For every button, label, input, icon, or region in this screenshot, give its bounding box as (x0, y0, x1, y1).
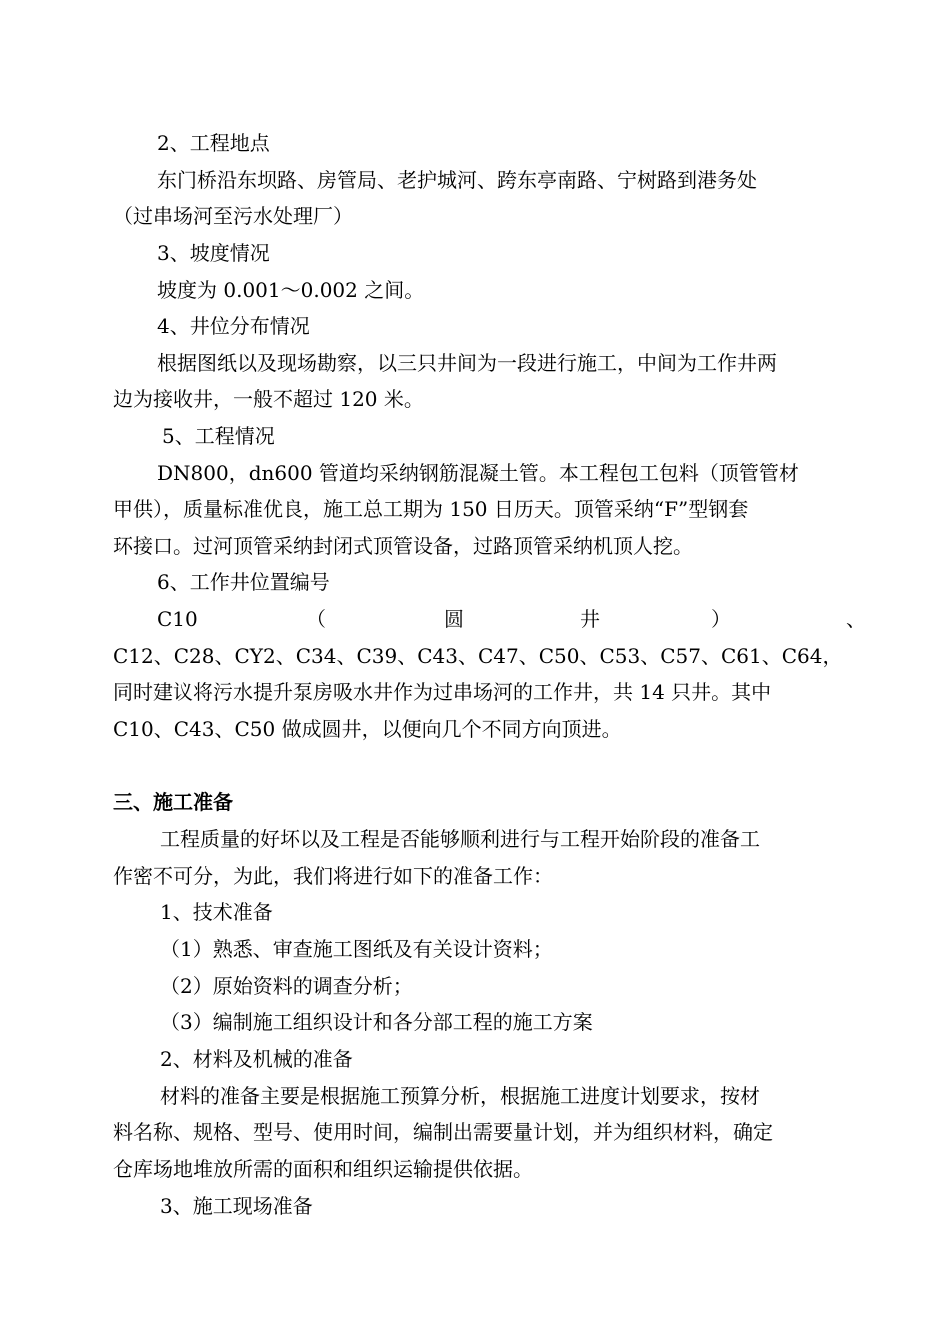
paragraph-line: C12、C28、CY2、C34、C39、C43、C47、C50、C53、C57、C61、C64， (113, 644, 843, 668)
list-item: （3）编制施工组织设计和各分部工程的施工方案 (160, 1010, 593, 1034)
paragraph-line: 作密不可分，为此，我们将进行如下的准备工作： (113, 864, 553, 888)
paragraph-line: 仓库场地堆放所需的面积和组织运输提供依据。 (113, 1157, 533, 1181)
paragraph-line: 料名称、规格、型号、使用时间，编制出需要量计划，并为组织材料，确定 (113, 1120, 773, 1144)
section-item-site-heading: 3、施工现场准备 (160, 1194, 313, 1218)
paragraph-line: 材料的准备主要是根据施工预算分析，根据施工进度计划要求，按材 (160, 1084, 760, 1108)
section-item-well-numbering-heading: 6、工作井位置编号 (157, 570, 330, 594)
justified-text-fragment: （ (306, 607, 326, 631)
section-item-well-distribution-heading: 4、井位分布情况 (157, 314, 310, 338)
list-item: （1）熟悉、审查施工图纸及有关设计资料； (160, 937, 553, 961)
justified-text-fragment: 、 (846, 607, 866, 631)
paragraph-line: 同时建议将污水提升泵房吸水井作为过串场河的工作井，共 14 只井。其中 (113, 680, 772, 704)
paragraph-line: （过串场河至污水处理厂） (113, 204, 353, 228)
paragraph-line: 甲供），质量标准优良，施工总工期为 150 日历天。顶管采纳“F”型钢套 (113, 497, 749, 521)
paragraph-line: 边为接收井，一般不超过 120 米。 (113, 387, 424, 411)
paragraph-line: DN800，dn600 管道均采纳钢筋混凝土管。本工程包工包料（顶管管材 (157, 461, 799, 485)
chapter-heading: 三、施工准备 (113, 790, 233, 814)
paragraph-line: 根据图纸以及现场勘察，以三只井间为一段进行施工，中间为工作井两 (157, 351, 777, 375)
section-item-project-heading: 5、工程情况 (162, 424, 275, 448)
section-item-technical-heading: 1、技术准备 (160, 900, 273, 924)
section-item-materials-heading: 2、材料及机械的准备 (160, 1047, 353, 1071)
paragraph-line: C10、C43、C50 做成圆井，以便向几个不同方向顶进。 (113, 717, 622, 741)
justified-text-fragment: 圆 (444, 607, 464, 631)
paragraph-line: 东门桥沿东坝路、房管局、老护城河、跨东亭南路、宁树路到港务处 (157, 168, 757, 192)
list-item: （2）原始资料的调查分析； (160, 974, 413, 998)
paragraph-line: 工程质量的好坏以及工程是否能够顺利进行与工程开始阶段的准备工 (160, 827, 760, 851)
paragraph-line: 环接口。过河顶管采纳封闭式顶管设备，过路顶管采纳机顶人挖。 (113, 534, 693, 558)
section-item-slope-heading: 3、坡度情况 (157, 241, 270, 265)
justified-text-fragment: C10 (157, 607, 198, 631)
justified-text-fragment: 井 (580, 607, 600, 631)
justified-text-fragment: ） (711, 607, 731, 631)
section-item-location-heading: 2、工程地点 (157, 131, 270, 155)
paragraph-line: 坡度为 0.001～0.002 之间。 (157, 278, 425, 302)
